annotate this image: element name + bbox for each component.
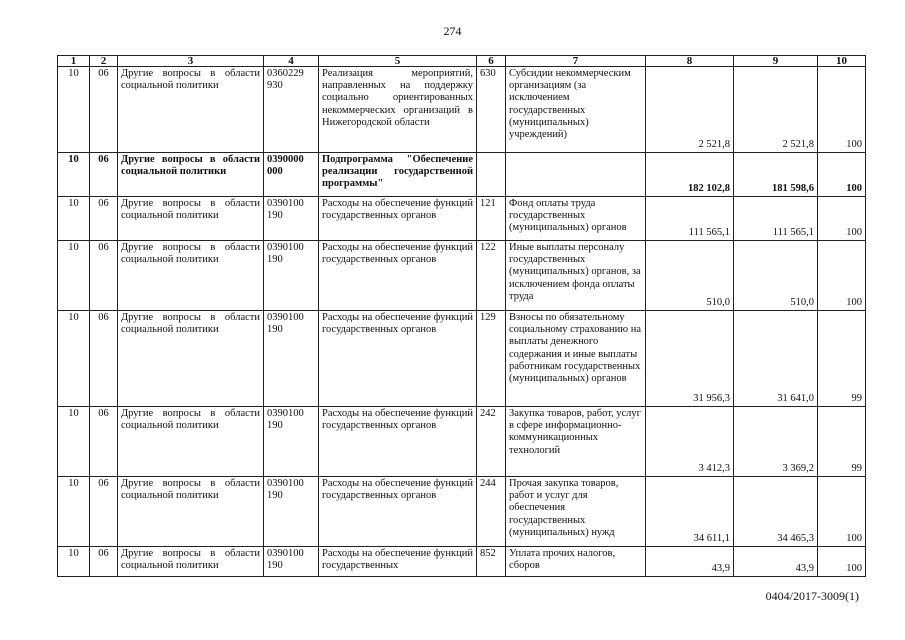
- section-name: Другие вопросы в области социальной политики: [118, 197, 264, 241]
- header-cell-7: 7: [506, 56, 646, 67]
- table-row: [58, 197, 866, 241]
- header-cell-10: 10: [818, 56, 866, 67]
- header-cell-5: 5: [319, 56, 477, 67]
- header-cell-3: 3: [118, 56, 264, 67]
- executed-amount: 43,9: [734, 547, 818, 577]
- executed-amount: 3 369,2: [734, 407, 818, 477]
- expense-description: Расходы на обеспечение функций государственных органов: [319, 311, 477, 407]
- expense-type-name: Прочая закупка товаров, работ и услуг для обеспечения государственных (муниципальных) нужд: [506, 477, 646, 547]
- table-row: [58, 153, 866, 197]
- execution-percent: 100: [818, 241, 866, 311]
- executed-amount: 34 465,3: [734, 477, 818, 547]
- expense-type-code: 242: [477, 407, 506, 477]
- section-code: 10: [58, 547, 90, 577]
- executed-amount: 31 641,0: [734, 311, 818, 407]
- subsection-code: 06: [90, 407, 118, 477]
- header-cell-4: 4: [264, 56, 319, 67]
- section-code: 10: [58, 477, 90, 547]
- execution-percent: 100: [818, 197, 866, 241]
- subsection-code: 06: [90, 241, 118, 311]
- header-cell-2: 2: [90, 56, 118, 67]
- execution-percent: 100: [818, 67, 866, 153]
- expense-type-code: 121: [477, 197, 506, 241]
- execution-percent: 99: [818, 311, 866, 407]
- planned-amount: 31 956,3: [646, 311, 734, 407]
- expense-type-code: 630: [477, 67, 506, 153]
- target-article-code: 0360229 930: [264, 67, 319, 153]
- executed-amount: 111 565,1: [734, 197, 818, 241]
- expense-type-code: 129: [477, 311, 506, 407]
- subsection-code: 06: [90, 311, 118, 407]
- target-article-code: 0390100 190: [264, 547, 319, 577]
- executed-amount: 2 521,8: [734, 67, 818, 153]
- section-code: 10: [58, 67, 90, 153]
- header-row: [58, 56, 866, 67]
- section-code: 10: [58, 241, 90, 311]
- planned-amount: 3 412,3: [646, 407, 734, 477]
- section-name: Другие вопросы в области социальной политики: [118, 311, 264, 407]
- table-row: [58, 547, 866, 577]
- expense-type-code: 122: [477, 241, 506, 311]
- target-article-code: 0390100 190: [264, 311, 319, 407]
- section-name: Другие вопросы в области социальной политики: [118, 477, 264, 547]
- expense-type-name: Фонд оплаты труда государственных (муниципальных) органов: [506, 197, 646, 241]
- target-article-code: 0390100 190: [264, 477, 319, 547]
- page-number: 274: [443, 24, 462, 38]
- expense-description: Подпрограмма "Обеспечение реализации государственной программы": [319, 153, 477, 197]
- section-code: 10: [58, 153, 90, 197]
- section-name: Другие вопросы в области социальной политики: [118, 407, 264, 477]
- expense-description: Расходы на обеспечение функций государственных органов: [319, 407, 477, 477]
- subsection-code: 06: [90, 547, 118, 577]
- expense-description: Расходы на обеспечение функций государственных: [319, 547, 477, 577]
- section-code: 10: [58, 197, 90, 241]
- planned-amount: 43,9: [646, 547, 734, 577]
- header-cell-1: 1: [58, 56, 90, 67]
- expense-type-name: [506, 153, 646, 197]
- target-article-code: 0390100 190: [264, 407, 319, 477]
- section-code: 10: [58, 311, 90, 407]
- table-row: [58, 67, 866, 153]
- target-article-code: 0390100 190: [264, 197, 319, 241]
- section-name: Другие вопросы в области социальной политики: [118, 241, 264, 311]
- expense-type-name: Уплата прочих налогов, сборов: [506, 547, 646, 577]
- target-article-code: 0390100 190: [264, 241, 319, 311]
- header-cell-8: 8: [646, 56, 734, 67]
- budget-table: [57, 55, 866, 577]
- execution-percent: 100: [818, 547, 866, 577]
- expense-type-code: 244: [477, 477, 506, 547]
- table-row: [58, 241, 866, 311]
- planned-amount: 2 521,8: [646, 67, 734, 153]
- expense-description: Расходы на обеспечение функций государственных органов: [319, 477, 477, 547]
- table-body: [58, 67, 866, 577]
- expense-type-name: Субсидии некоммерческим организациям (за исключением государственных (муниципальных) учреждений): [506, 67, 646, 153]
- expense-type-name: Закупка товаров, работ, услуг в сфере информационно-коммуникационных технологий: [506, 407, 646, 477]
- execution-percent: 100: [818, 477, 866, 547]
- header-cell-9: 9: [734, 56, 818, 67]
- expense-description: Расходы на обеспечение функций государственных органов: [319, 241, 477, 311]
- header-cell-6: 6: [477, 56, 506, 67]
- table-row: [58, 407, 866, 477]
- table-row: [58, 311, 866, 407]
- executed-amount: 510,0: [734, 241, 818, 311]
- expense-type-name: Взносы по обязательному социальному страхованию на выплаты денежного содержания и иные выплаты работникам государственных (муниципальных) органов: [506, 311, 646, 407]
- expense-description: Реализация мероприятий, направленных на поддержку социально ориентированных некоммерческих организаций в Нижегородской области: [319, 67, 477, 153]
- expense-type-code: [477, 153, 506, 197]
- section-code: 10: [58, 407, 90, 477]
- subsection-code: 06: [90, 197, 118, 241]
- planned-amount: 34 611,1: [646, 477, 734, 547]
- subsection-code: 06: [90, 67, 118, 153]
- executed-amount: 181 598,6: [734, 153, 818, 197]
- section-name: Другие вопросы в области социальной политики: [118, 547, 264, 577]
- target-article-code: 0390000 000: [264, 153, 319, 197]
- section-name: Другие вопросы в области социальной политики: [118, 153, 264, 197]
- subsection-code: 06: [90, 153, 118, 197]
- expense-type-name: Иные выплаты персоналу государственных (муниципальных) органов, за исключением фонда оплаты труда: [506, 241, 646, 311]
- subsection-code: 06: [90, 477, 118, 547]
- expense-type-code: 852: [477, 547, 506, 577]
- execution-percent: 100: [818, 153, 866, 197]
- document-code: 0404/2017-3009(1): [765, 589, 859, 603]
- table-row: [58, 477, 866, 547]
- planned-amount: 510,0: [646, 241, 734, 311]
- planned-amount: 111 565,1: [646, 197, 734, 241]
- expense-description: Расходы на обеспечение функций государственных органов: [319, 197, 477, 241]
- execution-percent: 99: [818, 407, 866, 477]
- section-name: Другие вопросы в области социальной политики: [118, 67, 264, 153]
- planned-amount: 182 102,8: [646, 153, 734, 197]
